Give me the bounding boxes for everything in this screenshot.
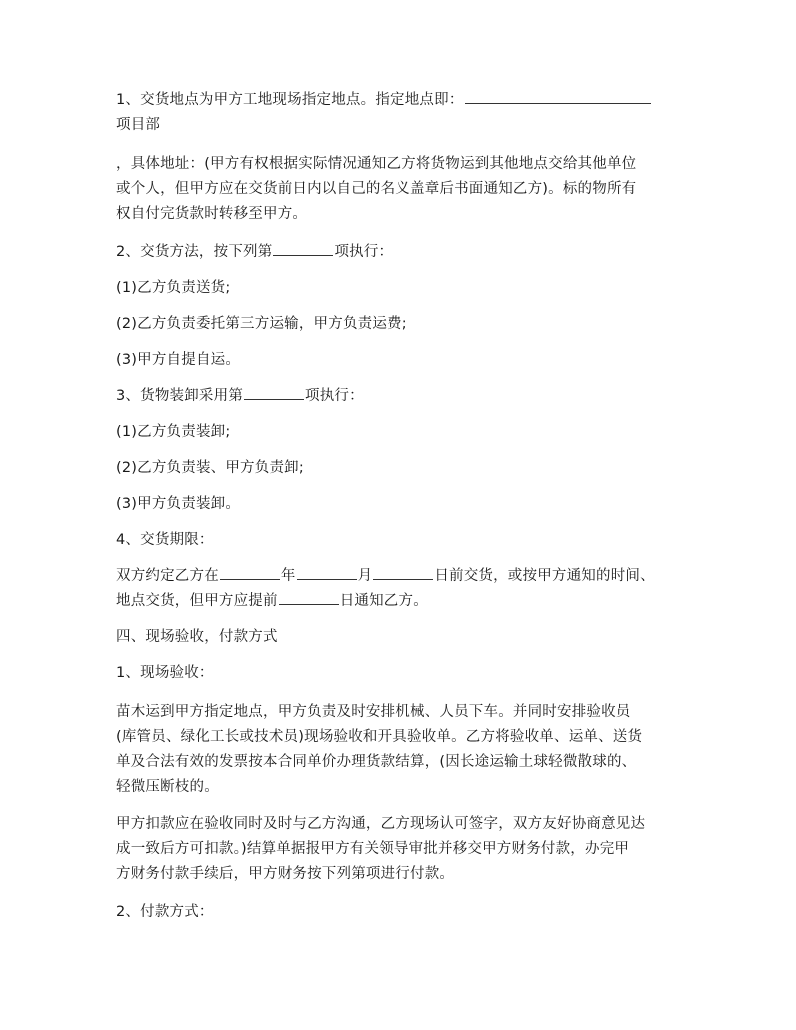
text: 日前交货，或按甲方通知的时间、 (434, 568, 655, 584)
line: (库管员、绿化工长或技术员)现场验收和开具验收单。乙方将验收单、运单、送货 (116, 729, 643, 745)
text: 双方约定乙方在 (116, 568, 219, 584)
fill-blank (373, 565, 433, 580)
paragraph-option-1: (1)乙方负责送货; (116, 280, 231, 296)
fill-blank (273, 241, 333, 256)
fill-blank (279, 590, 339, 605)
document-page (116, 88, 676, 936)
fill-blank (244, 385, 304, 400)
paragraph-delivery-deadline-heading: 4、交货期限： (116, 532, 214, 548)
text: 项执行： (305, 388, 364, 404)
line: 轻微压断枝的。 (116, 779, 219, 795)
line: 单及合法有效的发票按本合同单价办理货款结算，(因长途运输土球轻微散球的、 (116, 754, 637, 770)
paragraph-site-acceptance (116, 700, 676, 800)
line: 权自付完货款时转移至甲方。 (116, 206, 308, 222)
text: 年 (280, 568, 296, 584)
line: 苗木运到甲方指定地点，甲方负责及时安排机械、人员下车。并同时安排验收员 (116, 704, 631, 720)
line (116, 589, 676, 614)
paragraph-address (116, 152, 676, 227)
paragraph-loading-option-2: (2)乙方负责装、甲方负责卸; (116, 460, 304, 476)
fill-blank (220, 565, 280, 580)
paragraph-loading-option-3: (3)甲方负责装卸。 (116, 496, 241, 512)
line (116, 88, 676, 113)
text: 地点交货，但甲方应提前 (116, 593, 278, 609)
paragraph-loading-method (116, 384, 676, 409)
line: 或个人，但甲方应在交货前日内以自己的名义盖章后书面通知乙方)。标的物所有 (116, 181, 637, 197)
fill-blank (465, 89, 651, 104)
line: 项目部 (116, 117, 161, 133)
line: 甲方扣款应在验收同时及时与乙方沟通，乙方现场认可签字，双方友好协商意见达 (116, 816, 646, 832)
paragraph-option-3: (3)甲方自提自运。 (116, 352, 241, 368)
paragraph-delivery-deadline (116, 564, 676, 614)
text: 2、交货方法，按下列第 (116, 244, 273, 260)
paragraph-payment-method-heading: 2、付款方式： (116, 904, 214, 920)
line (116, 564, 676, 589)
text: 项执行： (334, 244, 394, 260)
fill-blank (297, 565, 357, 580)
line: 方财务付款手续后，甲方财务按下列第项进行付款。 (116, 866, 455, 882)
text: 日通知乙方。 (339, 593, 428, 609)
paragraph-site-acceptance-heading: 1、现场验收： (116, 665, 214, 681)
paragraph-delivery-method (116, 240, 676, 265)
paragraph-delivery-location (116, 88, 676, 138)
text: 3、货物装卸采用第 (116, 388, 244, 404)
line: ，具体地址：(甲方有权根据实际情况通知乙方将货物运到其他地点交给其他单位 (116, 156, 637, 172)
section-heading-acceptance-payment: 四、现场验收，付款方式 (116, 629, 278, 645)
text: 月 (357, 568, 373, 584)
text: 1、交货地点为甲方工地现场指定地点。指定地点即： (116, 92, 464, 108)
paragraph-deduction (116, 812, 676, 887)
paragraph-loading-option-1: (1)乙方负责装卸; (116, 424, 231, 440)
line: 成一致后方可扣款。)结算单据报甲方有关领导审批并移交甲方财务付款，办完甲 (116, 841, 630, 857)
paragraph-option-2: (2)乙方负责委托第三方运输，甲方负责运费; (116, 316, 407, 332)
